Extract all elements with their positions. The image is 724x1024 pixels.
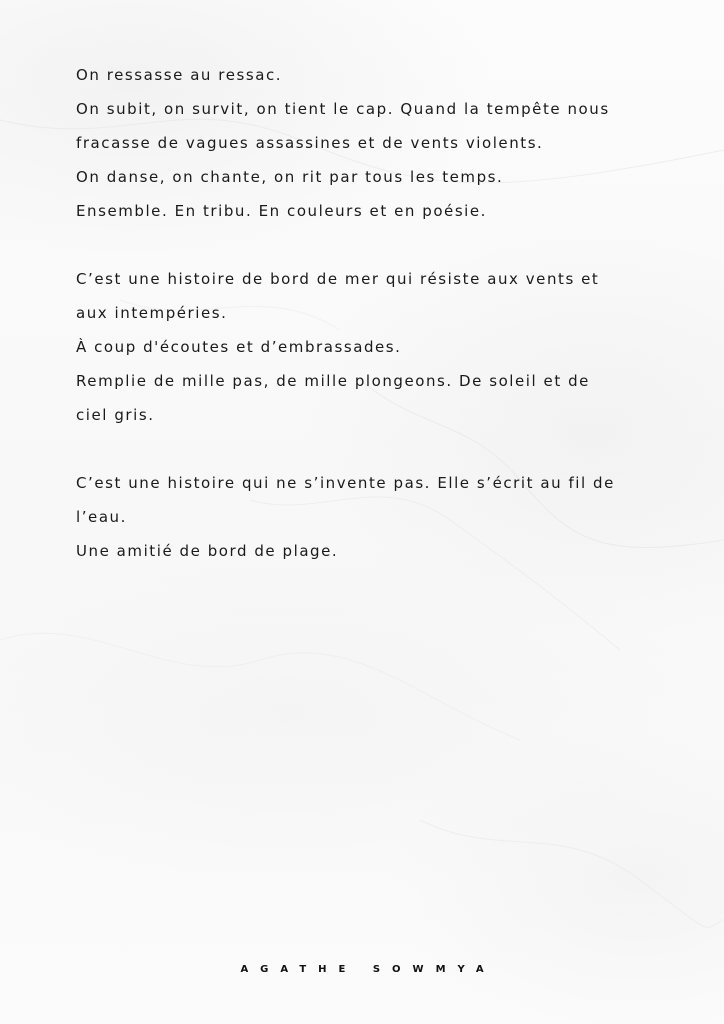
poem-line: l’eau.	[76, 508, 127, 526]
stanza-break	[76, 228, 676, 262]
stanza-break	[76, 432, 676, 466]
poem-line: On ressasse au ressac.	[76, 66, 283, 84]
poem-line: ciel gris.	[76, 406, 155, 424]
poem-line: Ensemble. En tribu. En couleurs et en poésie.	[76, 202, 487, 220]
poem-line: À coup d'écoutes et d’embrassades.	[76, 338, 402, 356]
poem-text	[76, 58, 676, 568]
poem-line: C’est une histoire qui ne s’invente pas. Elle s’écrit au fil de	[76, 474, 615, 492]
poem-line: Remplie de mille pas, de mille plongeons. De soleil et de	[76, 372, 590, 390]
poem-line: Une amitié de bord de plage.	[76, 542, 339, 560]
poem-line: fracasse de vagues assassines et de vents violents.	[76, 134, 544, 152]
poem-line: aux intempéries.	[76, 304, 228, 322]
poem-line: On danse, on chante, on rit par tous les temps.	[76, 168, 504, 186]
poem-line: C’est une histoire de bord de mer qui résiste aux vents et	[76, 270, 600, 288]
poem-line: On subit, on survit, on tient le cap. Quand la tempête nous	[76, 100, 610, 118]
author-signature: AGATHE SOWMYA	[240, 964, 496, 975]
